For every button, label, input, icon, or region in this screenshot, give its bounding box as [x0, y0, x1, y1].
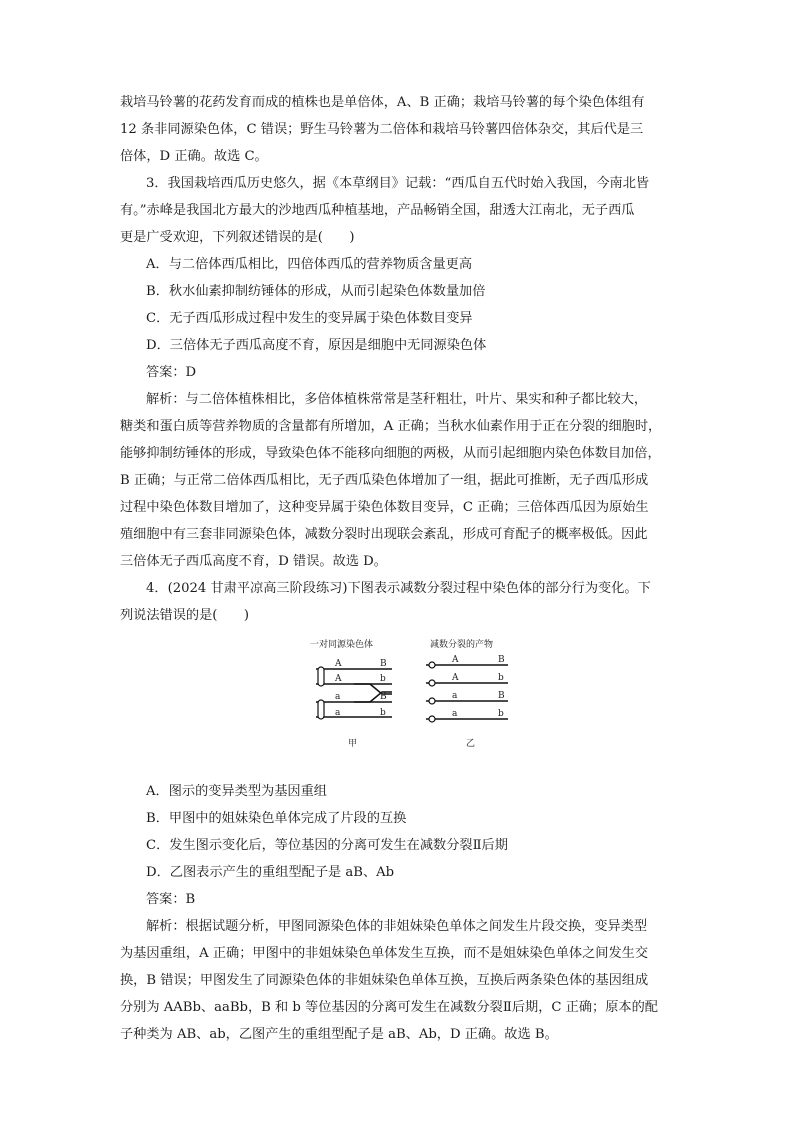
- text-line: 能够抑制纺锤体的形成，导致染色体不能移向细胞的两极，从而引起细胞内染色体数目加倍，: [120, 446, 661, 461]
- option-c: C．发生图示变化后，等位基因的分离可发生在减数分裂Ⅱ后期: [146, 838, 508, 853]
- svg-text:b: b: [498, 673, 504, 683]
- option-b: B．甲图中的姐妹染色单体完成了片段的互换: [146, 811, 407, 826]
- text-line: 为基因重组，A 正确；甲图中的非姐妹染色单体发生互换，而不是姐妹染色单体之间发生交: [120, 946, 649, 961]
- option-d: D．三倍体无子西瓜高度不育，原因是细胞中无同源染色体: [146, 338, 487, 353]
- option-a: A．与二倍体西瓜相比，四倍体西瓜的营养物质含量更高: [146, 257, 473, 272]
- option-c: C．无子西瓜形成过程中发生的变异属于染色体数目变异: [146, 311, 473, 326]
- text-line: 三倍体无子西瓜高度不育，D 错误。故选 D。: [120, 554, 387, 569]
- svg-text:b: b: [380, 674, 386, 684]
- question-4-stem: 4．(2024 甘肃平凉高三阶段练习)下图表示减数分裂过程中染色体的部分行为变化。下: [146, 581, 651, 596]
- text-line: 殖细胞中有三套非同源染色体，减数分裂时出现联会紊乱，形成可育配子的概率极低。因此: [120, 527, 648, 542]
- text-line: 换，B 错误；甲图发生了同源染色体的非姐妹染色单体互换，互换后两条染色体的基因组成: [120, 973, 649, 988]
- svg-text:A: A: [335, 674, 342, 684]
- text-line: B 正确；与正常二倍体西瓜相比，无子西瓜染色体增加了一组，据此可推断，无子西瓜形成: [120, 473, 649, 488]
- svg-text:b: b: [498, 709, 504, 719]
- text-line: 分别为 AABb、aaBb，B 和 b 等位基因的分离可发生在减数分裂Ⅱ后期，C 正确；原本的配: [120, 1000, 658, 1015]
- svg-text:A: A: [452, 673, 459, 683]
- svg-text:A: A: [335, 659, 342, 669]
- text-line: 12 条非同源染色体，C 错误；野生马铃薯为二倍体和栽培马铃薯四倍体杂交，其后代是三: [120, 122, 644, 137]
- right-caption: 乙: [466, 739, 476, 749]
- left-gene-labels: [334, 659, 387, 718]
- chromosome-figure: [302, 636, 524, 758]
- left-caption: 甲: [348, 739, 358, 749]
- text-line: 倍体，D 正确。故选 C。: [120, 149, 268, 164]
- svg-text:B: B: [380, 659, 387, 669]
- option-b: B．秋水仙素抑制纺锤体的形成，从而引起染色体数量加倍: [146, 284, 486, 299]
- svg-text:B: B: [498, 691, 505, 701]
- svg-text:B: B: [380, 692, 387, 702]
- chromosome-diagram: [302, 636, 524, 758]
- text-line: 列说法错误的是( ): [120, 608, 249, 623]
- svg-text:B: B: [498, 655, 505, 665]
- svg-text:A: A: [452, 655, 459, 665]
- text-line: 子种类为 AB、ab，乙图产生的重组型配子是 aB、Ab，D 正确。故选 B。: [120, 1027, 558, 1042]
- answer: 答案：B: [146, 892, 196, 907]
- text-line: 栽培马铃薯的花药发育而成的植株也是单倍体，A、B 正确；栽培马铃薯的每个染色体组有: [120, 95, 645, 110]
- right-centromeres: [429, 662, 435, 722]
- text-line: 更是广受欢迎，下列叙述错误的是( ): [120, 230, 355, 245]
- right-chromatids: [426, 665, 508, 719]
- svg-text:a: a: [452, 691, 458, 701]
- left-centromeres: [318, 667, 324, 719]
- right-figure-title: 减数分裂的产物: [430, 640, 494, 650]
- answer: 答案：D: [146, 365, 197, 380]
- option-d: D．乙图表示产生的重组型配子是 aB、Ab: [146, 865, 395, 880]
- text-line: 过程中染色体数目增加了，这种变异属于染色体数目变异，C 正确；三倍体西瓜因为原始生: [120, 500, 649, 515]
- analysis: 解析：与二倍体植株相比，多倍体植株常常是茎秆粗壮，叶片、果实和种子都比较大，: [146, 392, 648, 407]
- svg-text:a: a: [335, 692, 341, 702]
- option-a: A．图示的变异类型为基因重组: [146, 784, 327, 799]
- svg-text:a: a: [452, 709, 458, 719]
- text-line: 有。”赤峰是我国北方最大的沙地西瓜种植基地，产品畅销全国，甜透大江南北，无子西瓜: [120, 203, 635, 218]
- left-figure-title: 一对同源染色体: [310, 640, 374, 650]
- text-line: 糖类和蛋白质等营养物质的含量都有所增加，A 正确；当秋水仙素作用于正在分裂的细胞时，: [120, 419, 662, 434]
- svg-text:a: a: [335, 708, 341, 718]
- question-3-stem: 3．我国栽培西瓜历史悠久，据《本草纲目》记载：“西瓜自五代时始入我国，今南北皆: [146, 176, 650, 191]
- svg-text:b: b: [380, 708, 386, 718]
- analysis: 解析：根据试题分析，甲图同源染色体的非姐妹染色单体之间发生片段交换，变异类型: [146, 919, 648, 934]
